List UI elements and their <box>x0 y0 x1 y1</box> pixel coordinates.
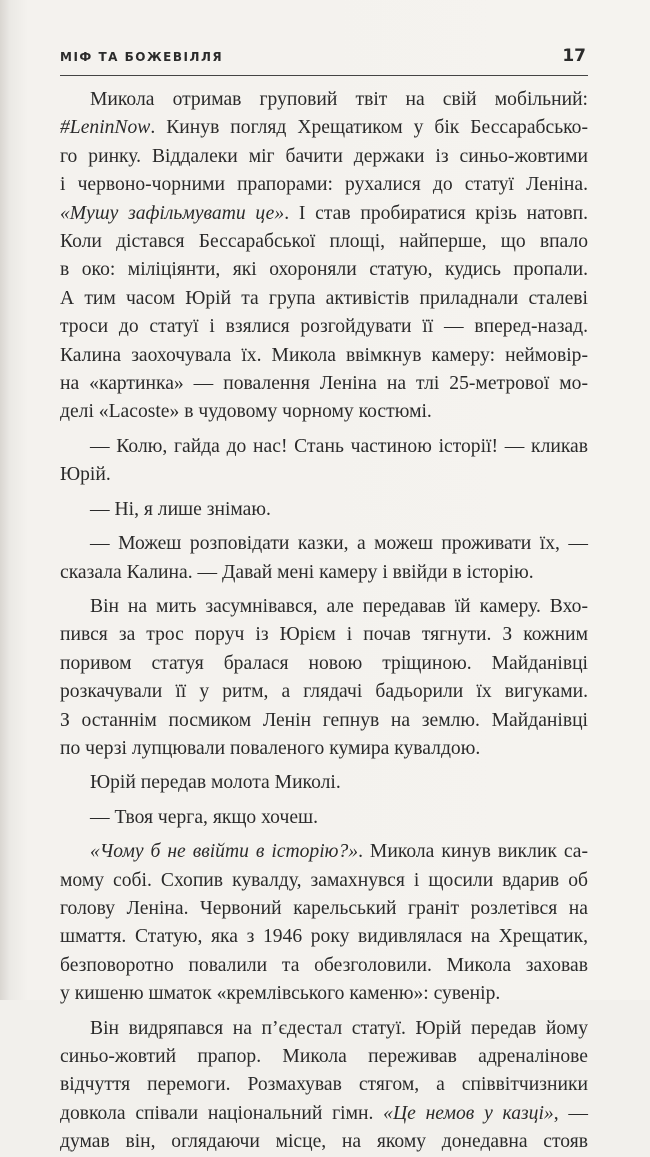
text-segment: розкачували її у ритм, а глядачі бадьорили їх вигуками. <box>60 681 588 703</box>
text-line <box>60 342 588 370</box>
text-line <box>60 228 588 256</box>
text-segment: по черзі лупцювали поваленого кумира кувалдою. <box>60 737 481 759</box>
text-segment: , — <box>553 1102 588 1124</box>
text-line <box>60 707 588 735</box>
text-line <box>60 530 588 558</box>
text-segment: у кишеню шматок «кремлівського каменю»: сувенір. <box>60 983 501 1005</box>
text-line <box>60 496 588 524</box>
text-line <box>60 398 588 426</box>
paragraph <box>60 804 588 832</box>
text-segment: З останнім посмиком Ленін гепнув на землю. Майданівці <box>60 709 588 731</box>
running-title: МІФ ТА БОЖЕВІЛЛЯ <box>60 50 224 64</box>
text-segment: Коли дістався Бессарабської площі, найперше, що впало <box>60 231 588 253</box>
text-segment: Юрій. <box>60 464 111 486</box>
text-line <box>60 769 588 797</box>
text-line <box>60 838 588 866</box>
text-segment: Юрій передав молота Миколі. <box>90 772 341 794</box>
text-line <box>60 593 588 621</box>
page-number: 17 <box>562 46 586 66</box>
text-line <box>60 678 588 706</box>
text-line <box>60 621 588 649</box>
text-segment: і червоно-чорними прапорами: рухалися до статуї Леніна. <box>60 174 588 196</box>
paragraph <box>60 838 588 1008</box>
text-segment: Він видряпався на п’єдестал статуї. Юрій передав йому <box>90 1017 588 1039</box>
text-segment: го ринку. Віддалеки міг бачити держаки із синьо-жовтими <box>60 145 588 167</box>
text-segment: Калина заохочувала їх. Микола ввімкнув камеру: неймовір- <box>60 344 588 366</box>
text-segment: думав він, оглядаючи місце, на якому донедавна стояв <box>60 1131 588 1153</box>
text-segment: — Твоя черга, якщо хочеш. <box>90 806 319 828</box>
text-line <box>60 650 588 678</box>
text-segment: сказала Калина. — Давай мені камеру і ввійди в історію. <box>60 561 534 583</box>
text-line <box>60 86 588 114</box>
text-segment: Микола отримав груповий твіт на свій мобільний: <box>90 89 588 110</box>
text-line <box>60 285 588 313</box>
text-line <box>60 559 588 587</box>
text-line <box>60 256 588 284</box>
paragraph <box>60 1015 588 1157</box>
text-segment: на «картинка» — повалення Леніна на тлі 25-метрової мо- <box>60 373 588 395</box>
text-segment: А тим часом Юрій та група активістів приладнали сталеві <box>60 287 588 309</box>
text-line <box>60 1128 588 1156</box>
text-segment: троси до статуї і взялися розгойдувати її — вперед-назад. <box>60 316 588 338</box>
text-segment: поривом статуя бралася новою тріщиною. Майданівці <box>60 652 588 674</box>
paragraph <box>60 433 588 490</box>
text-segment: . І став пробиратися крізь натовп. <box>284 202 588 224</box>
text-line <box>60 980 588 1008</box>
text-segment: мому собі. Схопив кувалду, замахнувся і щосили вдарив об <box>60 869 588 891</box>
text-segment: шмаття. Статую, яка з 1946 року видивлялася на Хрещатик, <box>60 926 588 948</box>
text-segment: . Микола кинув виклик са- <box>358 841 588 863</box>
text-line <box>60 1015 588 1043</box>
paragraph <box>60 593 588 763</box>
text-segment: — Колю, гайда до нас! Стань частиною історії! — кликав <box>90 435 588 457</box>
text-segment: синьо-жовтий прапор. Микола переживав адреналінове <box>60 1046 588 1067</box>
text-line <box>60 433 588 461</box>
text-segment: безповоротно повалили та обезголовили. Микола заховав <box>60 954 588 976</box>
italic-segment: «Мушу зафільмувати це» <box>60 202 285 224</box>
text-line <box>60 200 588 228</box>
text-segment: голову Леніна. Червоний карельський граніт розлетівся на <box>60 897 588 919</box>
paragraph <box>60 86 588 427</box>
text-line <box>60 1100 588 1128</box>
text-line <box>60 143 588 171</box>
italic-segment: #LeninNow <box>60 117 151 139</box>
paragraph <box>60 530 588 587</box>
text-segment: . Кинув погляд Хрещатиком у бік Бессарабсько- <box>150 117 588 139</box>
paragraph <box>60 496 588 524</box>
text-line <box>60 895 588 923</box>
text-segment: делі «Lacoste» в чудовому чорному костюмі. <box>60 401 432 423</box>
text-segment: Він на мить засумнівався, але передавав їй камеру. Вхо- <box>90 595 588 617</box>
text-line <box>60 923 588 951</box>
text-line <box>60 867 588 895</box>
text-segment: — Можеш розповідати казки, а можеш проживати їх, — <box>90 533 588 555</box>
text-segment: — Ні, я лише знімаю. <box>90 498 271 520</box>
italic-segment: «Чому б не ввійти в історію?» <box>90 841 359 863</box>
header-rule <box>60 75 588 76</box>
text-segment: довкола співали національний гімн. <box>60 1102 384 1124</box>
text-line <box>60 461 588 489</box>
italic-segment: «Це немов у казці» <box>383 1102 554 1124</box>
text-line <box>60 313 588 341</box>
text-line <box>60 952 588 980</box>
text-segment: пився за трос поруч із Юрієм і почав тягнути. З кожним <box>60 624 588 646</box>
text-line <box>60 370 588 398</box>
text-line <box>60 171 588 199</box>
paragraph <box>60 769 588 797</box>
body-text <box>60 86 588 1157</box>
text-line <box>60 735 588 763</box>
text-line <box>60 1071 588 1099</box>
text-segment: відчуття перемоги. Розмахував стягом, а співвітчизники <box>60 1074 588 1096</box>
text-line <box>60 804 588 832</box>
text-segment: в око: міліціянти, які охороняли статую, кудись пропали. <box>60 259 588 281</box>
text-line <box>60 1043 588 1071</box>
text-line <box>60 114 588 142</box>
